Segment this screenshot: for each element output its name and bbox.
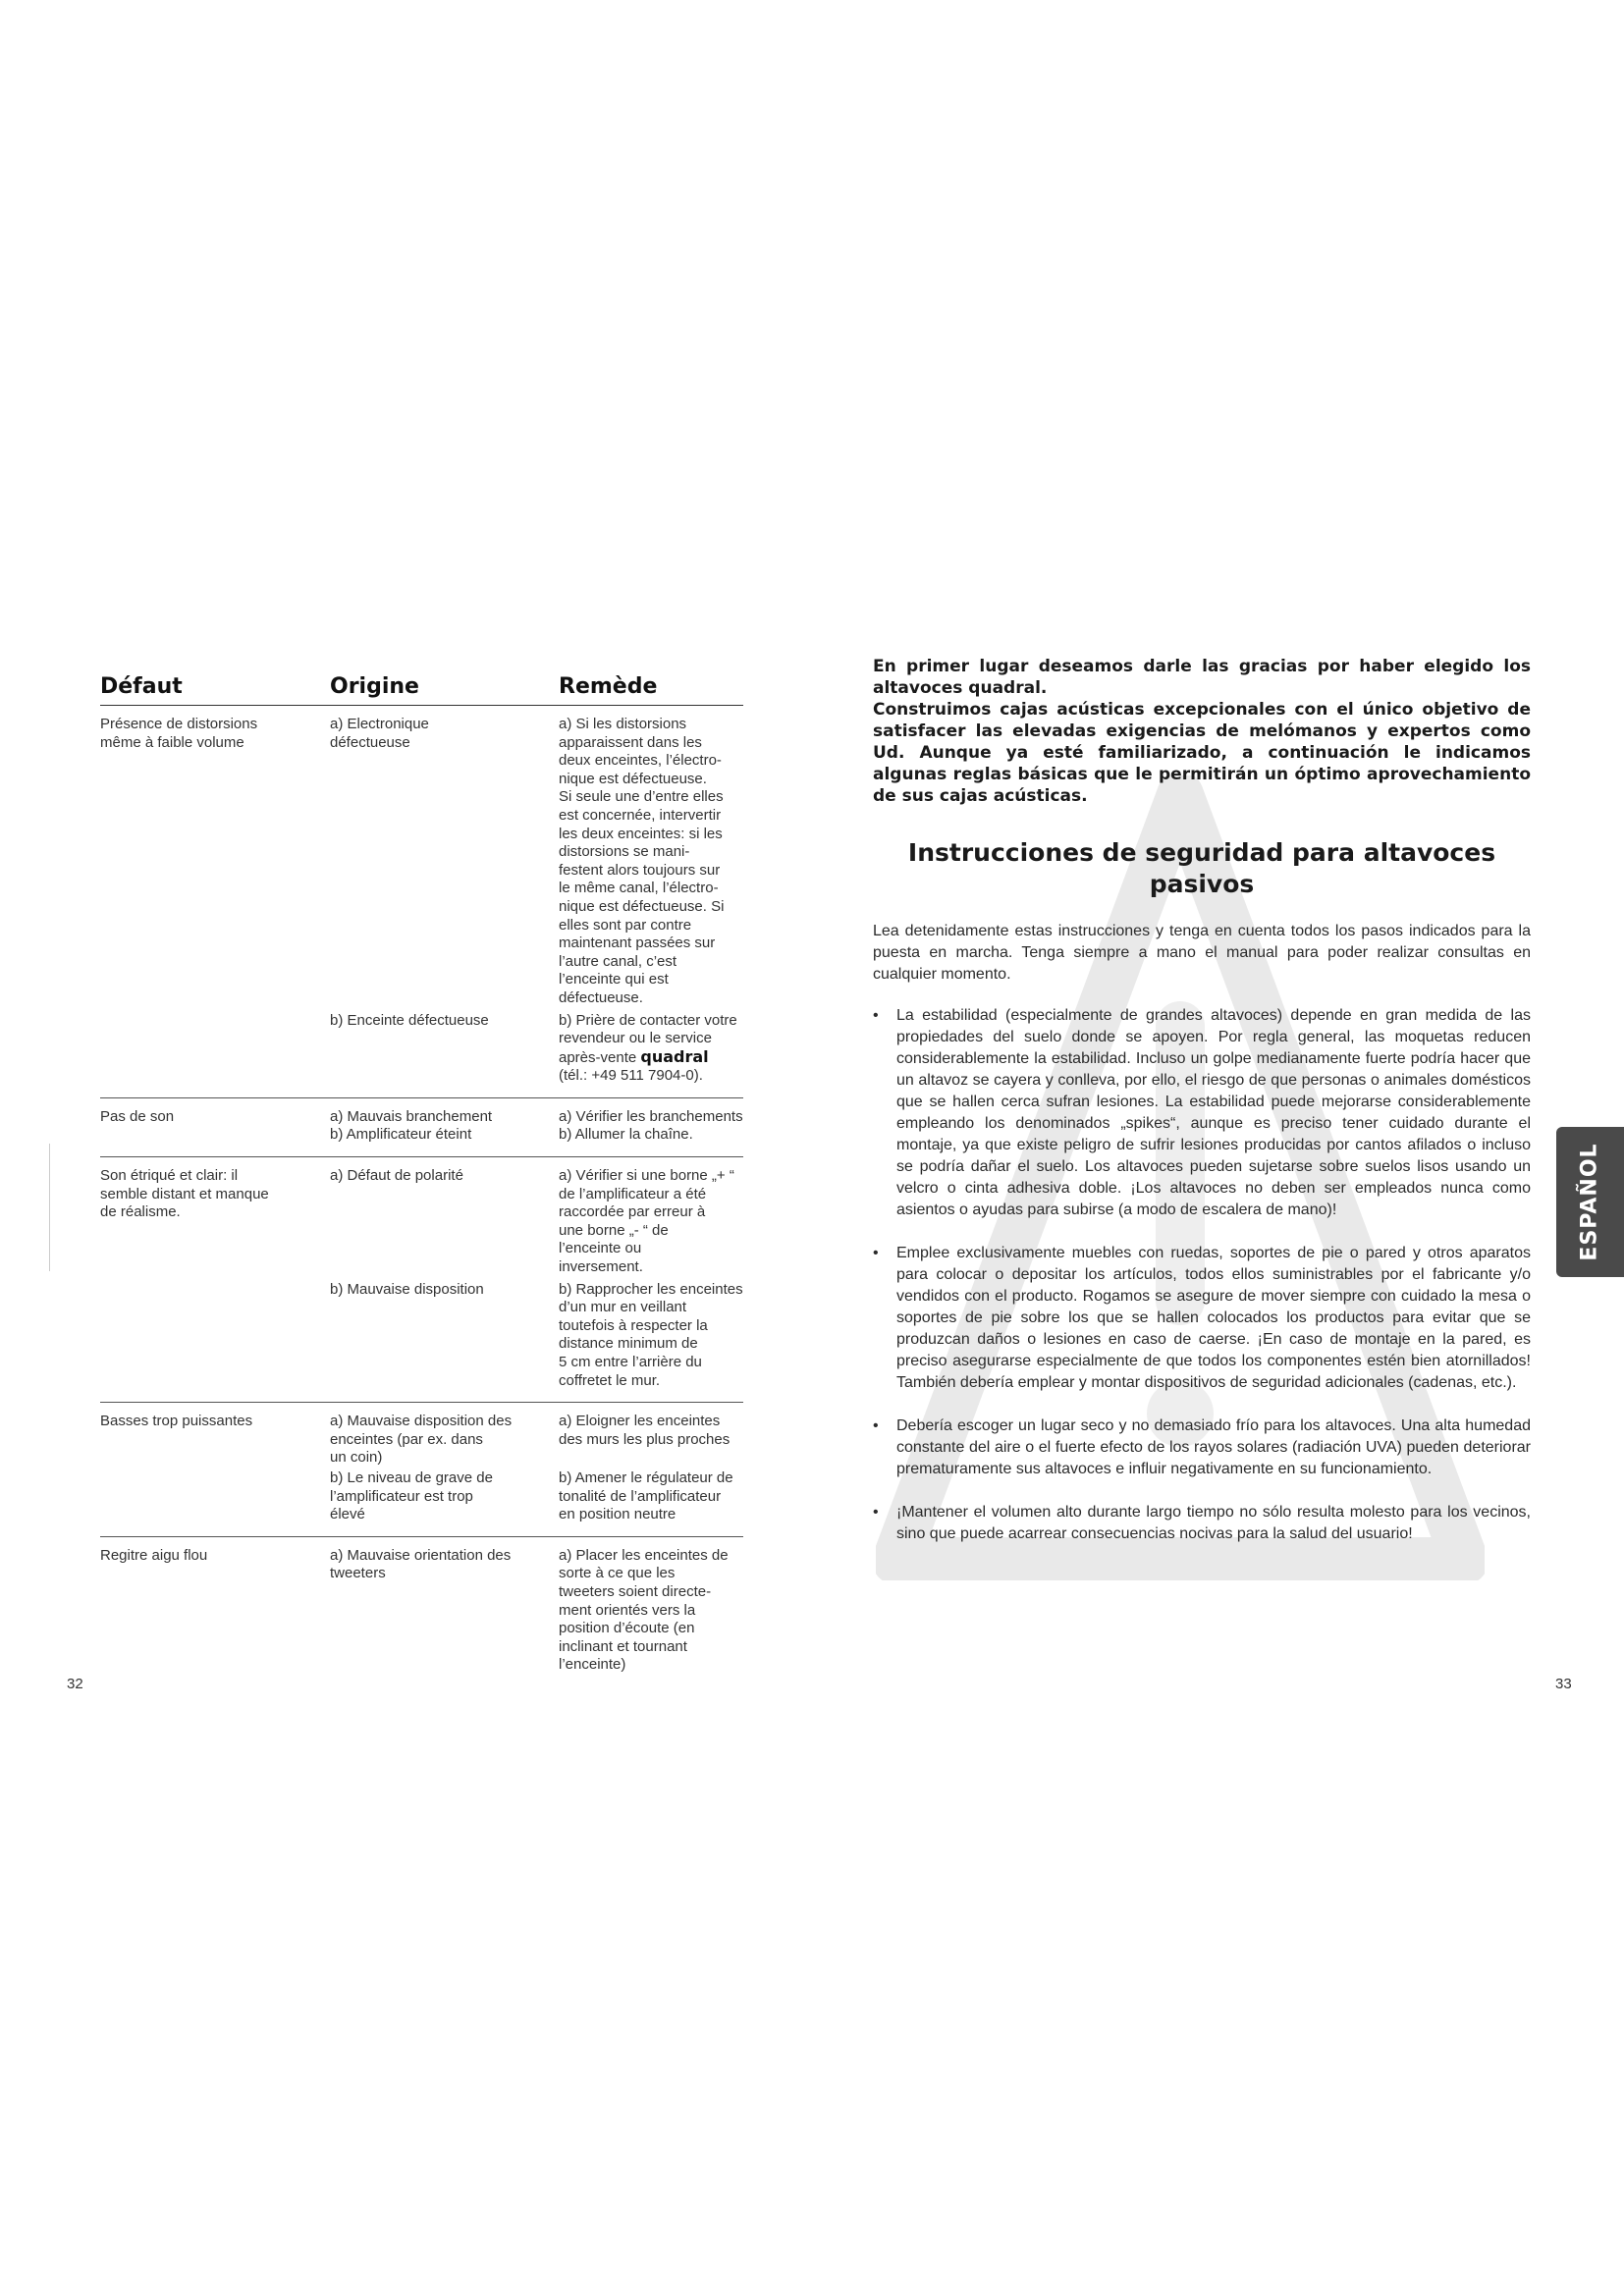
defaut-cell: Pas de son xyxy=(100,1107,175,1125)
list-item xyxy=(873,1502,1531,1545)
page-edge-mark xyxy=(49,1144,50,1271)
origine-cell: a) Défaut de polarité xyxy=(330,1167,463,1185)
remede-text: (tél.: +49 511 7904-0). xyxy=(559,1067,703,1085)
origine-cell: b) Le niveau de grave de l’amplificateur est trop élevé xyxy=(330,1468,493,1523)
page-number-left: 32 xyxy=(67,1676,83,1692)
remede-text: b) Prière de contacter votre revendeur ou le service après-vente xyxy=(559,1011,737,1066)
origine-cell: a) Mauvaise orientation des tweeters xyxy=(330,1546,512,1582)
troubleshooting-table xyxy=(100,660,743,1686)
defaut-cell: Basses trop puissantes xyxy=(100,1413,253,1430)
intro-text xyxy=(873,656,1531,807)
remede-cell: a) Placer les enceintes de sorte à ce que les tweeters soient directe- ment orientés vers la position d’écoute (en inclinant et tournant l’enceinte) xyxy=(559,1546,729,1674)
origine-cell: a) Mauvaise disposition des enceintes (par ex. dans un coin) xyxy=(330,1413,513,1467)
bullet-icon: • xyxy=(873,1007,879,1024)
lead-paragraph: Lea detenidamente estas instrucciones y tenga en cuenta todos los pasos indicados para la puesta en marcha. Tenga siempre a mano el manual para poder realizar consultas en cualquier momento. xyxy=(873,923,1531,983)
remede-cell: b) Amener le régulateur de tonalité de l’amplificateur en position neutre xyxy=(559,1468,733,1523)
bullet-icon: • xyxy=(873,1504,879,1521)
table-row xyxy=(100,1098,743,1157)
table-header xyxy=(100,660,743,706)
remede-cell: a) Vérifier si une borne „+ “ de l’amplificateur a été raccordée par erreur à une borne „- “ de l’enceinte ou inversement. xyxy=(559,1167,734,1276)
remede-cell: a) Si les distorsions apparaissent dans les deux enceintes, l’électro- nique est défectueuse. Si seule une d’entre elles est concernée, intervertir les deux enceintes: si les distorsions se mani- festent alors toujours sur le même canal, l’électro- nique est défectueuse. Si elles sont par contre maintenant passées sur l’autre canal, c’est l’enceinte qui est défectueuse. xyxy=(559,716,725,1006)
intro-paragraph: Construimos cajas acústicas excepcionales con el único objetivo de satisfacer las elevadas exigencias de melómanos y expertos como Ud. Aunque ya esté familiarizado, a continuación le indicamos algunas reglas básicas que le permitirán un óptimo aprovechamiento de sus cajas acústicas. xyxy=(873,700,1531,806)
table-row xyxy=(100,706,743,1098)
remede-cell: a) Vérifier les branchements b) Allumer la chaîne. xyxy=(559,1107,743,1144)
list-item-text: La estabilidad (especialmente de grandes altavoces) depende en gran medida de las propiedades del suelo donde se apoyen. Por regla general, las moquetas reducen considerablemente la estabilidad. Incluso un golpe medianamente fuerte podría hacer que un altavoz se cayera y conlleva, por ello, el riesgo de que personas o animales domésticos que se hallen cerca sufran lesiones. La estabilidad puede mejorarse considerablemente empleando los denominados „spikes“, aunque es preciso tener cuidado durante el montaje, ya que existe peligro de sufrir lesiones producidas por cantos afilados o incluso se podría dañar el suelo. Los altavoces pueden sujetarse sobre suelos lisos usando un velcro o cinta adhesiva doble. ¡Los altavoces no deben ser empleados nunca como asientos o ayudas para subirse (a modo de escalera de mano)! xyxy=(896,1007,1531,1218)
defaut-cell: Présence de distorsions même à faible volume xyxy=(100,716,258,751)
list-item-text: Debería escoger un lugar seco y no demasiado frío para los altavoces. Una alta humedad constante del aire o el fuerte efecto de los rayos solares (radiación UVA) pueden deteriorar prematuramente sus altavoces e influir negativamente en su funcionamiento. xyxy=(896,1417,1531,1477)
bullet-icon: • xyxy=(873,1417,879,1434)
brand-name: quadral xyxy=(640,1046,709,1066)
page-number-right: 33 xyxy=(1555,1676,1572,1692)
header-defaut: Défaut xyxy=(100,674,183,699)
right-page xyxy=(812,0,1624,2296)
bullet-icon: • xyxy=(873,1245,879,1261)
language-tab-label: ESPAÑOL xyxy=(1578,1143,1603,1261)
safety-list xyxy=(873,1005,1531,1567)
table-row xyxy=(100,1157,743,1403)
list-item xyxy=(873,1415,1531,1480)
origine-cell: b) Enceinte défectueuse xyxy=(330,1011,489,1029)
remede-cell: a) Eloigner les enceintes des murs les plus proches xyxy=(559,1413,731,1448)
list-item-text: Emplee exclusivamente muebles con ruedas, soportes de pie o pared y otros aparatos para colocar o depositar los artículos, todos ellos suministrables por el fabricante y/o vendidos con el producto. Rogamos se asegure de mover siempre con cuidado la mesa o soportes de pie sobre los que se hallen colocados los productos para evitar que se produzcan daños o lesiones en caso de caerse. ¡En caso de montaje en la pared, es preciso asegurarse especialmente de que todos los componentes estén bien atornillados! También debería emplear y montar dispositivos de seguridad adicionales (cadenas, etc.). xyxy=(896,1245,1531,1391)
remede-cell xyxy=(559,1012,743,1086)
header-origine: Origine xyxy=(330,674,419,699)
origine-cell: b) Mauvaise disposition xyxy=(330,1280,484,1298)
origine-cell: a) Electronique défectueuse xyxy=(330,716,429,751)
list-item xyxy=(873,1243,1531,1394)
section-heading: Instrucciones de seguridad para altavoces pasivos xyxy=(907,838,1496,898)
language-tab xyxy=(1556,1127,1624,1277)
table-row xyxy=(100,1403,743,1537)
header-remede: Remède xyxy=(559,674,658,699)
defaut-cell: Son étriqué et clair: il semble distant et manque de réalisme. xyxy=(100,1167,269,1221)
table-row xyxy=(100,1537,743,1686)
list-item-text: ¡Mantener el volumen alto durante largo tiempo no sólo resulta molesto para los vecinos, sino que puede acarrear consecuencias nocivas para la salud del usuario! xyxy=(896,1504,1531,1542)
intro-paragraph: En primer lugar deseamos darle las gracias por haber elegido los altavoces quadral. xyxy=(873,657,1531,698)
defaut-cell: Regitre aigu flou xyxy=(100,1546,208,1564)
origine-cell: a) Mauvais branchement b) Amplificateur éteint xyxy=(330,1107,493,1144)
remede-cell: b) Rapprocher les enceintes d’un mur en veillant toutefois à respecter la distance minimum de 5 cm entre l’arrière du coffretet le mur. xyxy=(559,1280,743,1389)
list-item xyxy=(873,1005,1531,1221)
